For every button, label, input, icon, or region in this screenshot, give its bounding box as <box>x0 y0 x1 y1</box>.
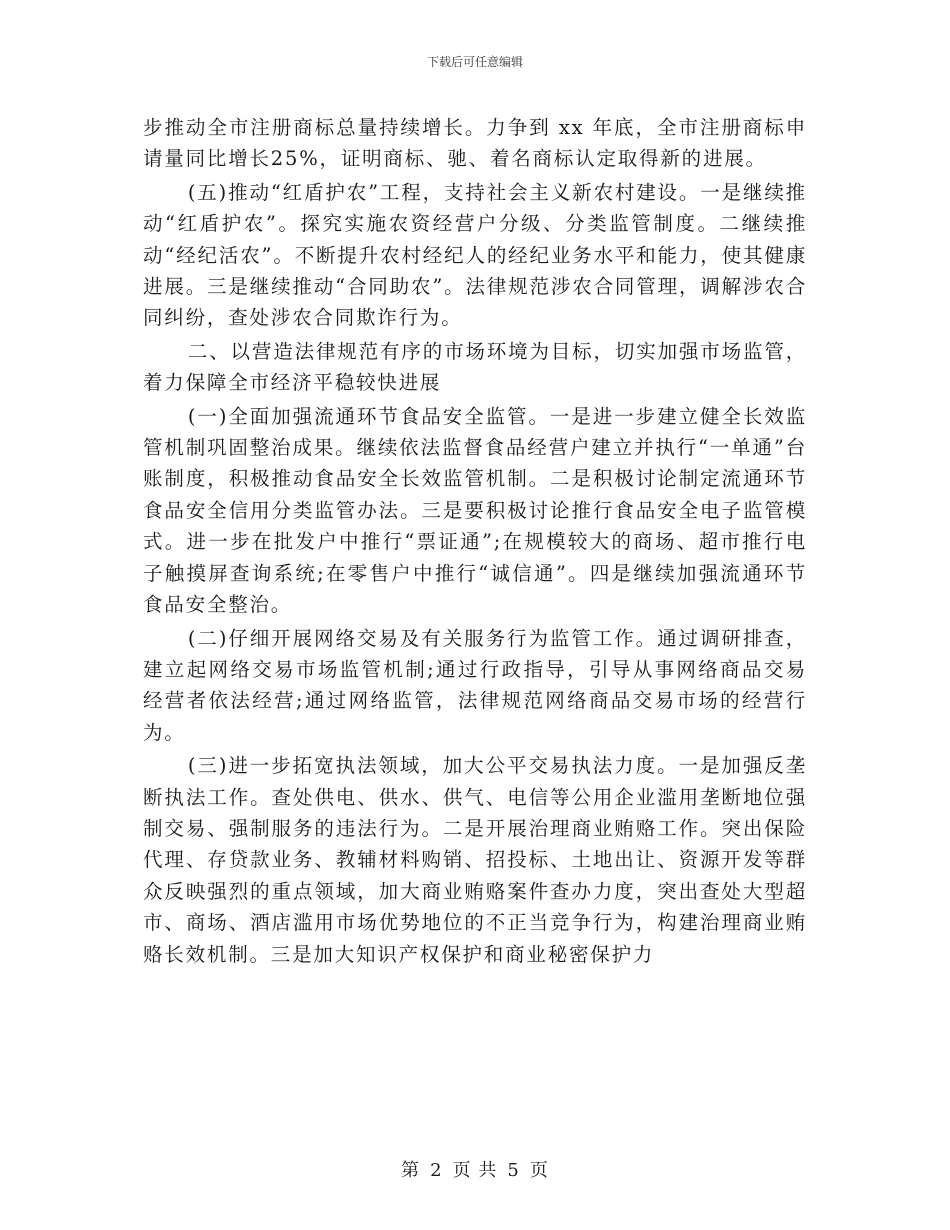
document-body <box>143 112 807 970</box>
footer-suffix: 页 <box>529 1160 549 1181</box>
footer-prefix: 第 <box>401 1160 421 1181</box>
paragraph-continuation: 步推动全市注册商标总量持续增长。力争到 xx 年底，全市注册商标申请量同比增长25%，证明商标、驰、着名商标认定取得新的进展。 <box>143 116 807 171</box>
paragraph-item-one: (一)全面加强流通环节食品安全监管。一是进一步建立健全长效监管机制巩固整治成果。继续依法监督食品经营户建立并执行“一单通”台账制度，积极推动食品安全长效监管机制。二是积极讨论制定流通环节食品安全信用分类监管办法。三是要积极讨论推行食品安全电子监管模式。进一步在批发户中推行“票证通”;在规模较大的商场、超市推行电子触摸屏查询系统;在零售户中推行“诚信通”。四是继续加强流通环节食品安全整治。 <box>143 404 807 617</box>
paragraph-item-three: (三)进一步拓宽执法领域，加大公平交易执法力度。一是加强反垄断执法工作。查处供电、供水、供气、电信等公用企业滥用垄断地位强制交易、强制服务的违法行为。二是开展治理商业贿赂工作。突出保险代理、存贷款业务、教辅材料购销、招投标、土地出让、资源开发等群众反映强烈的重点领域，加大商业贿赂案件查办力度，突出查处大型超市、商场、酒店滥用市场优势地位的不正当竞争行为，构建治理商业贿赂长效机制。三是加大知识产权保护和商业秘密保护力 <box>143 754 807 966</box>
footer-mid: 页 共 <box>452 1160 498 1181</box>
footer-total-pages: 5 <box>507 1160 520 1181</box>
paragraph-section-five: (五)推动“红盾护农”工程，支持社会主义新农村建设。一是继续推动“红盾护农”。探究实施农资经营户分级、分类监管制度。二继续推动“经纪活农”。不断提升农村经纪人的经纪业务水平和能力，使其健康进展。三是继续推动“合同助农”。法律规范涉农合同管理，调解涉农合同纠纷，查处涉农合同欺诈行为。 <box>143 180 807 330</box>
page-footer <box>0 1156 950 1182</box>
paragraph-item-two: (二)仔细开展网络交易及有关服务行为监管工作。通过调研排查，建立起网络交易市场监管机制;通过行政指导，引导从事网络商品交易经营者依法经营;通过网络监管，法律规范网络商品交易市场的经营行为。 <box>143 626 807 744</box>
paragraph-heading-two: 二、以营造法律规范有序的市场环境为目标，切实加强市场监管，着力保障全市经济平稳较快进展 <box>143 339 807 395</box>
page-header: 下载后可任意编辑 <box>426 55 523 69</box>
footer-page-number: 2 <box>430 1160 443 1181</box>
